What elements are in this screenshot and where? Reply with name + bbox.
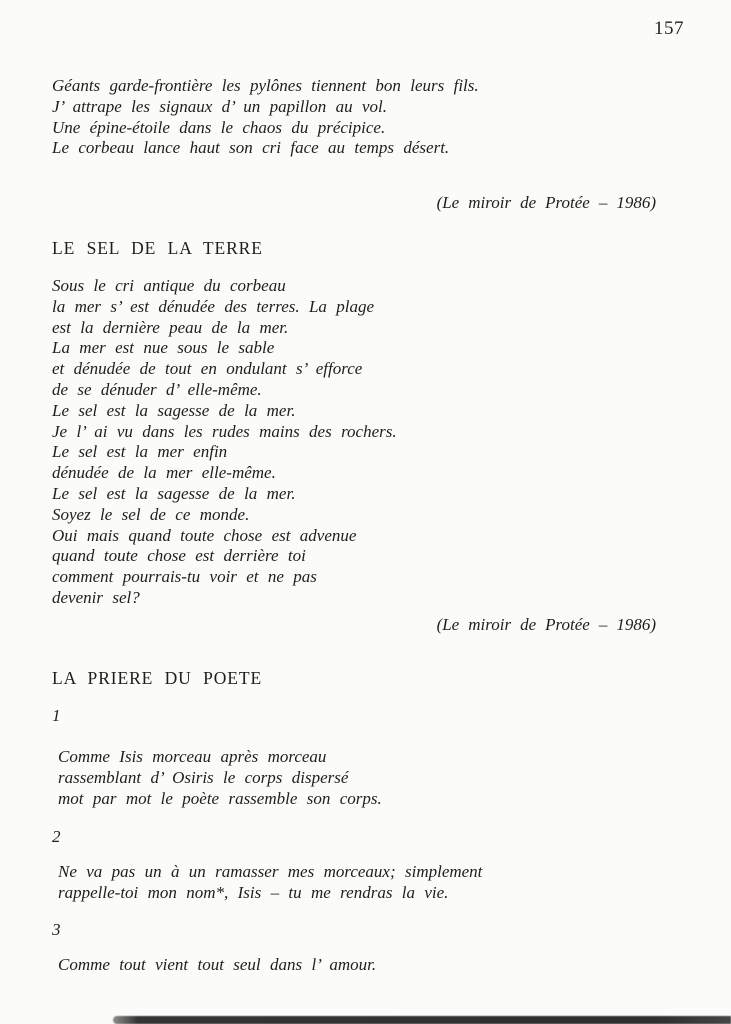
poem-line: Comme Isis morceau après morceau <box>58 747 327 766</box>
poem-line: Le sel est la mer enfin <box>52 442 228 462</box>
attribution: (Le miroir de Protée – 1986) <box>436 193 656 212</box>
opening-fragment <box>52 76 691 159</box>
poem-line: quand toute chose est derrière toi <box>52 546 306 566</box>
page-number: 157 <box>654 18 684 39</box>
stanza-2 <box>58 862 691 904</box>
poem-line: Le corbeau lance haut son cri face au temps désert. <box>52 138 450 158</box>
poem-sel-body <box>52 276 691 609</box>
poem-line: Soyez le sel de ce monde. <box>52 504 250 524</box>
poem-line: Ne va pas un à un ramasser mes morceaux; simplement <box>58 862 483 881</box>
poem-line: dénudée de la mer elle-même. <box>52 463 276 483</box>
section-number: 2 <box>52 827 61 846</box>
poem-line: devenir sel? <box>52 587 140 607</box>
poem-line: Comme tout vient tout seul dans l’ amour. <box>58 955 377 974</box>
section-number: 1 <box>52 706 61 725</box>
poem-line: Une épine-étoile dans le chaos du précipice. <box>52 117 386 137</box>
section-number: 3 <box>52 920 61 939</box>
poem-title-priere: LA PRIERE DU POETE <box>52 668 263 688</box>
poem-title-sel: LE SEL DE LA TERRE <box>52 238 263 258</box>
poem-line: la mer s’ est dénudée des terres. La plage <box>52 296 375 316</box>
poem-line: Je l’ ai vu dans les rudes mains des rochers. <box>52 421 397 441</box>
poem-line: Géants garde-frontière les pylônes tiennent bon leurs fils. <box>52 76 479 95</box>
poem-line: est la dernière peau de la mer. <box>52 317 289 337</box>
poem-line: comment pourrais-tu voir et ne pas <box>52 567 317 587</box>
poem-line: Sous le cri antique du corbeau <box>52 276 286 295</box>
poem-line: J’ attrape les signaux d’ un papillon au vol. <box>52 96 387 116</box>
poem-line: de se dénuder d’ elle-même. <box>52 379 262 399</box>
poem-line: et dénudée de tout en ondulant s’ efforce <box>52 359 363 379</box>
poem-line: rassemblant d’ Osiris le corps dispersé <box>58 767 349 787</box>
poem-line: Le sel est la sagesse de la mer. <box>52 483 296 503</box>
stanza-1 <box>58 747 691 809</box>
poem-line: Le sel est la sagesse de la mer. <box>52 400 296 420</box>
poem-line: rappelle-toi mon nom*, Isis – tu me rendras la vie. <box>58 882 449 902</box>
poem-line: mot par mot le poète rassemble son corps. <box>58 788 382 808</box>
poem-line: La mer est nue sous le sable <box>52 338 275 358</box>
poem-line: Oui mais quand toute chose est advenue <box>52 525 357 545</box>
scan-edge-shadow <box>113 1016 731 1024</box>
stanza-3 <box>58 955 691 976</box>
attribution: (Le miroir de Protée – 1986) <box>436 615 656 634</box>
